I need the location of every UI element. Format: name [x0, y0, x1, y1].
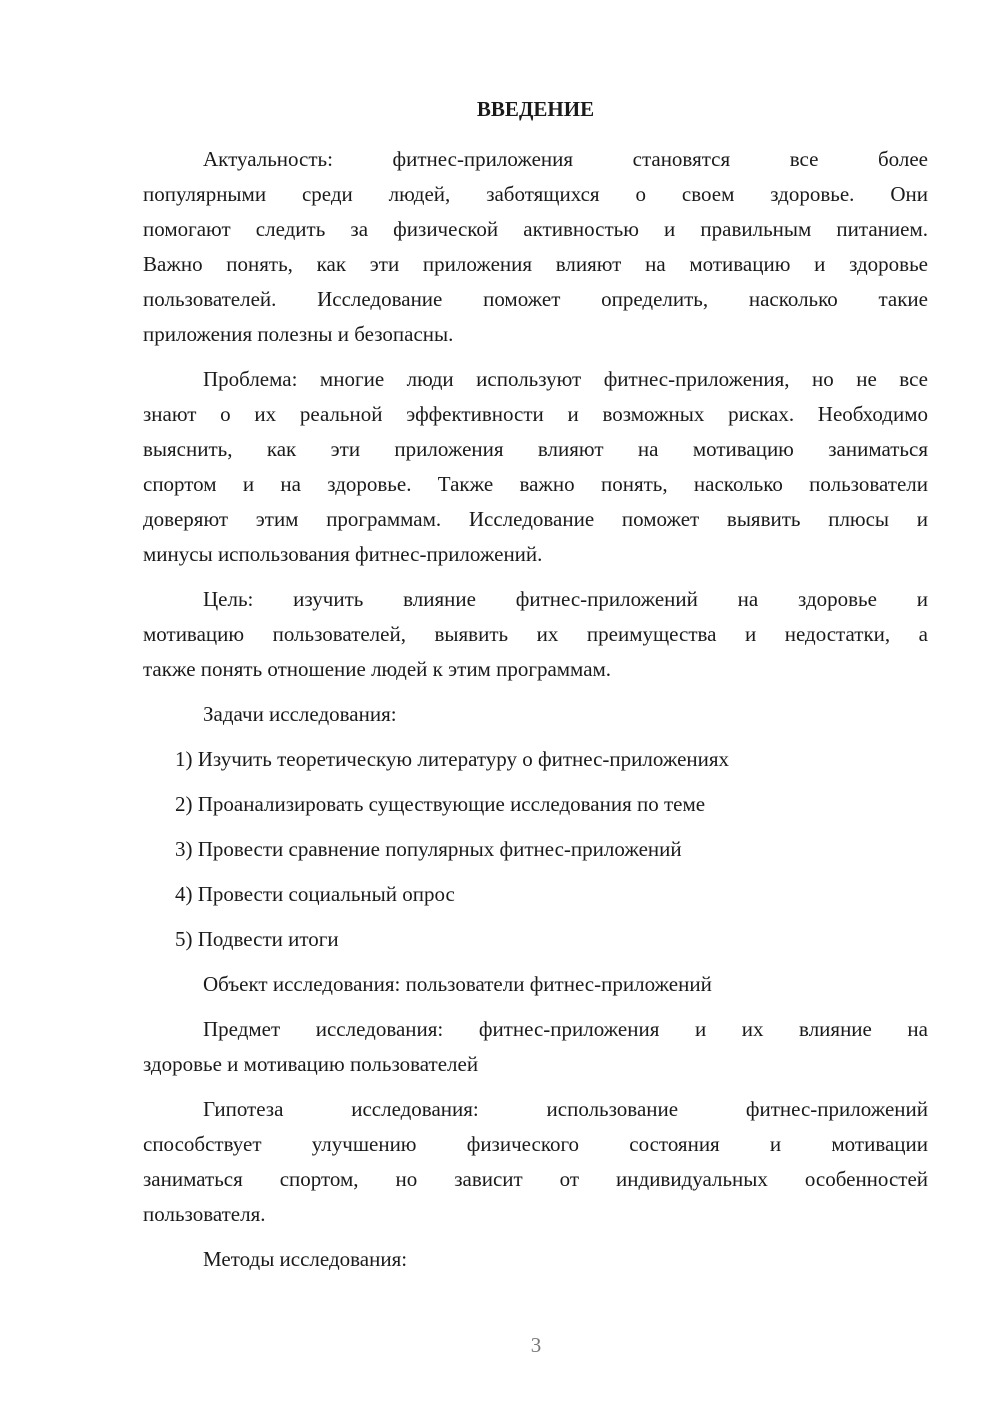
paragraph-relevance [143, 142, 928, 352]
text-line: пользователей. Исследование поможет определить, насколько такие [143, 287, 928, 311]
text-line: Цель: изучить влияние фитнес-приложений на здоровье и [203, 587, 928, 611]
paragraph-goal [143, 582, 928, 687]
text-line: мотивацию пользователей, выявить их преимущества и недостатки, а [143, 622, 928, 646]
text-line: способствует улучшению физического состояния и мотивации [143, 1132, 928, 1156]
text-line: приложения полезны и безопасны. [143, 322, 454, 346]
text-line: Важно понять, как эти приложения влияют на мотивацию и здоровье [143, 252, 928, 276]
text-line: Задачи исследования: [203, 702, 397, 726]
task-item: 1) Изучить теоретическую литературу о фитнес-приложениях [175, 747, 730, 771]
text-line: популярными среди людей, заботящихся о своем здоровье. Они [143, 182, 928, 206]
task-item: 4) Провести социальный опрос [175, 882, 455, 906]
text-line: выяснить, как эти приложения влияют на мотивацию заниматься [143, 437, 928, 461]
text-line: минусы использования фитнес-приложений. [143, 542, 543, 566]
text-line: спортом и на здоровье. Также важно понять, насколько пользователи [143, 472, 928, 496]
text-line: доверяют этим программам. Исследование поможет выявить плюсы и [143, 507, 928, 531]
text-line: заниматься спортом, но зависит от индивидуальных особенностей [143, 1167, 928, 1191]
document-page [143, 92, 928, 1277]
text-line: также понять отношение людей к этим программам. [143, 657, 612, 681]
text-line: пользователя. [143, 1202, 266, 1226]
text-line: Актуальность: фитнес-приложения становятся все более [203, 147, 928, 171]
text-line: знают о их реальной эффективности и возможных рисках. Необходимо [143, 402, 928, 426]
paragraph-problem [143, 362, 928, 572]
text-line: Методы исследования: [203, 1247, 408, 1271]
text-line: Предмет исследования: фитнес-приложения и их влияние на [203, 1017, 928, 1041]
paragraph-subject [143, 1012, 928, 1082]
text-line: помогают следить за физической активностью и правильным питанием. [143, 217, 928, 241]
task-item: 3) Провести сравнение популярных фитнес-приложений [175, 837, 682, 861]
task-item: 5) Подвести итоги [175, 927, 339, 951]
paragraph-object [143, 967, 928, 1002]
page-title: ВВЕДЕНИЕ [476, 97, 595, 121]
text-line: Объект исследования: пользователи фитнес-приложений [203, 972, 712, 996]
paragraph-methods [143, 1242, 928, 1277]
text-line: Гипотеза исследования: использование фитнес-приложений [203, 1097, 928, 1121]
text-line: здоровье и мотивацию пользователей [143, 1052, 479, 1076]
tasks-heading [143, 697, 928, 732]
page-number: 3 [530, 1333, 542, 1357]
task-item: 2) Проанализировать существующие исследования по теме [175, 792, 706, 816]
text-line: Проблема: многие люди используют фитнес-приложения, но не все [203, 367, 928, 391]
paragraph-hypothesis [143, 1092, 928, 1232]
